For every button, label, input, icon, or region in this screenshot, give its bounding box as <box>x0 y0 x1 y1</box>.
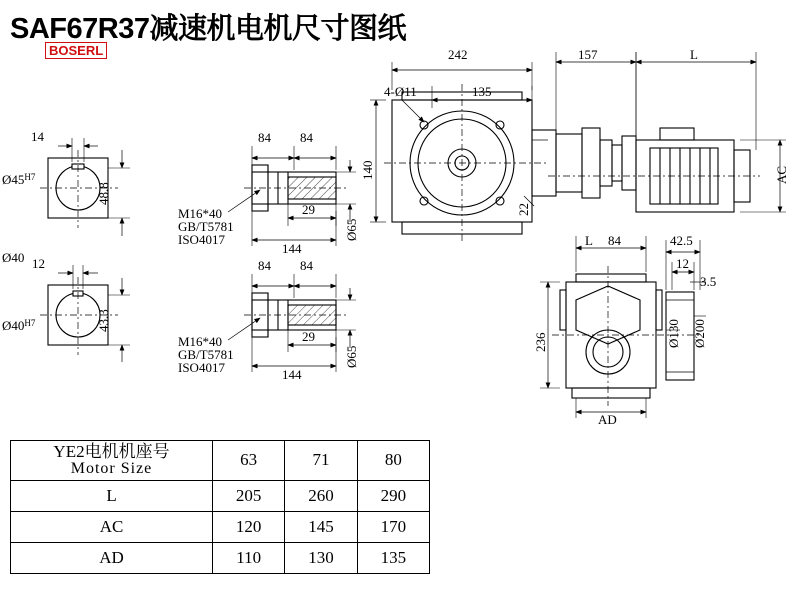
dim-84-a-bottom: 84 <box>258 258 271 273</box>
hollow-shaft-top-view <box>228 146 356 246</box>
table-row-L <box>11 480 430 511</box>
dim-AD: AD <box>598 412 617 427</box>
cell-AD-80: 135 <box>357 542 429 573</box>
cell-AC-71: 145 <box>285 511 357 542</box>
dim-L-box: L <box>585 233 593 248</box>
dim-242: 242 <box>448 47 468 62</box>
dim-d65-bottom: Ø65 <box>344 345 359 368</box>
dim-84-b-top: 84 <box>300 130 313 145</box>
dim-22: 22 <box>516 203 531 216</box>
dim-12: 12 <box>676 256 689 271</box>
dim-84-a-top: 84 <box>258 130 271 145</box>
shaft-top-view <box>40 138 130 236</box>
dim-144-top: 144 <box>282 241 302 256</box>
table-row-header <box>11 441 430 481</box>
row-label-AD: AD <box>11 542 213 573</box>
shaft-bottom-view <box>40 265 130 362</box>
hollow-shaft-bottom-view <box>228 274 356 372</box>
dim-AC: AC <box>774 165 789 184</box>
dim-236: 236 <box>533 332 548 352</box>
dim-bore-bottom: $Ø40^{H7}$ <box>2 318 36 333</box>
dim-135: 135 <box>472 84 492 99</box>
row-label-L: L <box>11 480 213 511</box>
page-title: SAF67R37减速机电机尺寸图纸 <box>10 13 406 45</box>
bolt-spec-bottom: M16*40 <box>178 334 223 349</box>
dim-key-width-top: 14 <box>31 129 44 144</box>
dim-bore-top: $Ø45^{H7}$ <box>2 172 36 187</box>
cell-size-63: 63 <box>213 441 285 481</box>
row-label-AC: AC <box>11 511 213 542</box>
dim-29-bottom: 29 <box>302 329 315 344</box>
dim-3-5: 3.5 <box>700 274 717 289</box>
row-label-motor-size <box>11 441 213 481</box>
bolt-standard2-top: ISO4017 <box>178 232 225 247</box>
cell-size-80: 80 <box>357 441 429 481</box>
cell-size-71: 71 <box>285 441 357 481</box>
table-row-AD <box>11 542 430 573</box>
row-label-cn: YE2电机机座号 <box>53 442 170 461</box>
motor-side-view <box>548 52 786 212</box>
dim-140: 140 <box>360 160 375 180</box>
dim-holes: 4-Ø11 <box>384 84 417 99</box>
bolt-standard2-bottom: ISO4017 <box>178 360 225 375</box>
dim-42-5: 42.5 <box>670 233 693 248</box>
cell-AC-63: 120 <box>213 511 285 542</box>
dim-bore-secondary: Ø40 <box>2 250 25 265</box>
bolt-standard1-top: GB/T5781 <box>178 219 234 234</box>
row-label-en: Motor Size <box>70 459 153 477</box>
bolt-spec-top: M16*40 <box>178 206 223 221</box>
dim-d130: Ø130 <box>666 319 681 348</box>
dim-144-bottom: 144 <box>282 367 302 382</box>
dim-key-width-bottom: 12 <box>32 256 45 271</box>
dim-84-box: 84 <box>608 233 621 248</box>
cell-L-71: 260 <box>285 480 357 511</box>
table-row-AC <box>11 511 430 542</box>
dim-84-b-bottom: 84 <box>300 258 313 273</box>
dim-height-top: 48.8 <box>96 182 111 205</box>
dim-height-bottom: 43.3 <box>96 309 111 332</box>
cell-AC-80: 170 <box>357 511 429 542</box>
dim-L-motor: L <box>690 47 698 62</box>
brand-logo: BOSERL <box>45 42 107 59</box>
cell-AD-63: 110 <box>213 542 285 573</box>
cell-AD-71: 130 <box>285 542 357 573</box>
motor-size-table <box>10 440 430 574</box>
dim-d65-top: Ø65 <box>344 218 359 241</box>
dim-157: 157 <box>578 47 598 62</box>
dim-29-top: 29 <box>302 202 315 217</box>
cell-L-80: 290 <box>357 480 429 511</box>
bolt-standard1-bottom: GB/T5781 <box>178 347 234 362</box>
cell-L-63: 205 <box>213 480 285 511</box>
dim-d200: Ø200 <box>692 319 707 348</box>
